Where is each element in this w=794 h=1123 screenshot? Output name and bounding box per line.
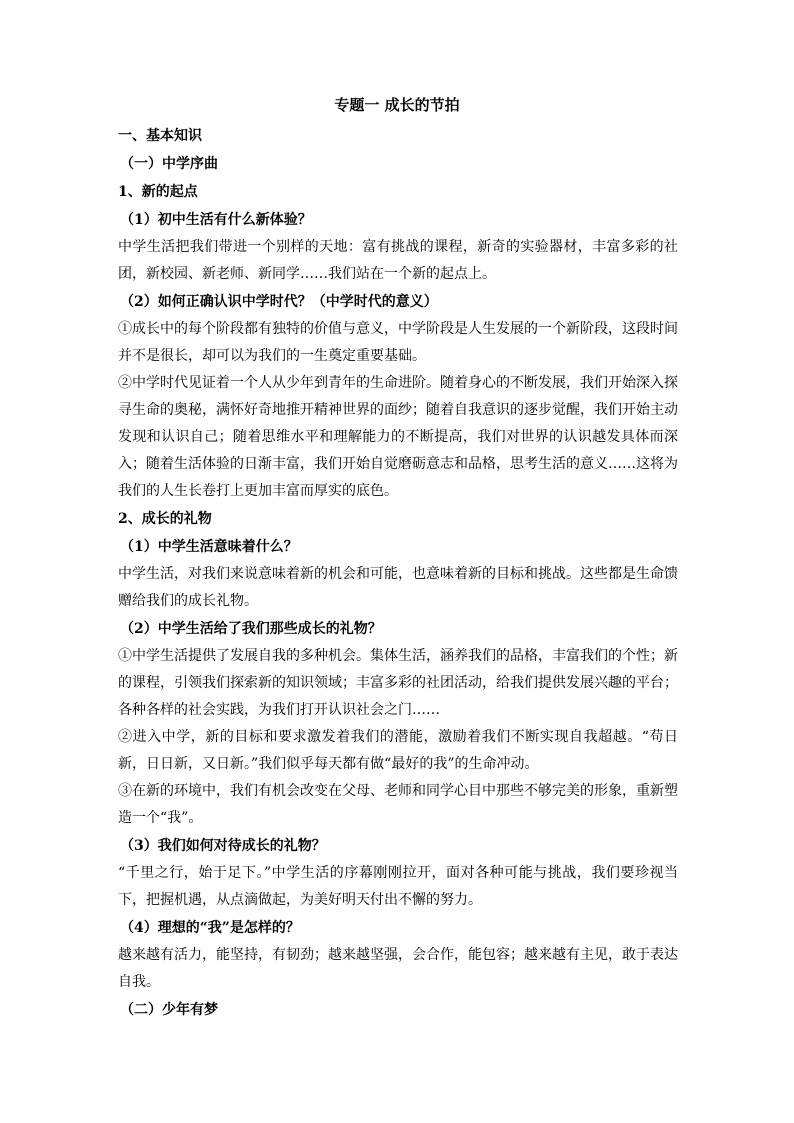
answer-paragraph: ①中学生活提供了发展自我的多种机会。集体生活，涵养我们的品格，丰富我们的个性；新的课程，引领我们探索新的知识领域；丰富多彩的社团活动，给我们提供发展兴趣的平台；各种各样的社会实践，为我们打开认识社会之门…… [118, 648, 678, 718]
answer-paragraph: ①成长中的每个阶段都有独特的价值与意义，中学阶段是人生发展的一个新阶段，这段时间并不是很长，却可以为我们的一生奠定重要基础。 [118, 321, 678, 364]
question-heading: （3）我们如何对待成长的礼物？ [120, 838, 326, 854]
subsection-heading: （二）少年有梦 [120, 1002, 218, 1018]
answer-paragraph: ②进入中学，新的目标和要求激发着我们的潜能，激励着我们不断实现自我超越。“苟日新，日日新，又日新。”我们似乎每天都有做“最好的我”的生命冲动。 [118, 729, 678, 772]
answer-paragraph: 中学生活把我们带进一个别样的天地：富有挑战的课程，新奇的实验器材，丰富多彩的社团，新校园、新老师、新同学……我们站在一个新的起点上。 [118, 239, 678, 282]
question-heading: （4）理想的“我”是怎样的？ [120, 920, 300, 936]
subsection-heading: （一）中学序曲 [120, 156, 218, 172]
question-heading: （1）初中生活有什么新体验？ [120, 212, 312, 228]
answer-paragraph: ②中学时代见证着一个人从少年到青年的生命进阶。随着身心的不断发展，我们开始深入探寻生命的奥秘，满怀好奇地推开精神世界的面纱；随着自我意识的逐步觉醒，我们开始主动发现和认识自己；随着思维水平和理解能力的不断提高，我们对世界的认识越发具体而深入；随着生活体验的日渐丰富，我们开始自觉磨砺意志和品格，思考生活的意义……这将为我们的人生长卷打上更加丰富而厚实的底色。 [118, 375, 678, 499]
answer-paragraph: “千里之行，始于足下。”中学生活的序幕刚刚拉开，面对各种可能与挑战，我们要珍视当下，把握机遇，从点滴做起，为美好明天付出不懈的努力。 [118, 865, 678, 908]
question-heading: （2）如何正确认识中学时代？（中学时代的意义） [120, 294, 438, 310]
answer-paragraph: 中学生活，对我们来说意味着新的机会和可能，也意味着新的目标和挑战。这些都是生命馈赠给我们的成长礼物。 [118, 566, 678, 609]
document-title: 专题一 成长的节拍 [334, 96, 460, 114]
document-body [118, 122, 678, 1024]
question-heading: （2）中学生活给了我们那些成长的礼物？ [120, 621, 382, 637]
answer-paragraph: 越来越有活力，能坚持，有韧劲；越来越坚强，会合作，能包容；越来越有主见，敢于表达自我。 [118, 947, 678, 990]
item-heading: 2、成长的礼物 [118, 511, 212, 527]
item-heading: 1、新的起点 [118, 184, 198, 200]
section-heading: 一、基本知识 [118, 128, 202, 144]
answer-paragraph: ③在新的环境中，我们有机会改变在父母、老师和同学心目中那些不够完美的形象，重新塑造一个“我”。 [118, 783, 678, 826]
question-heading: （1）中学生活意味着什么？ [120, 539, 298, 555]
